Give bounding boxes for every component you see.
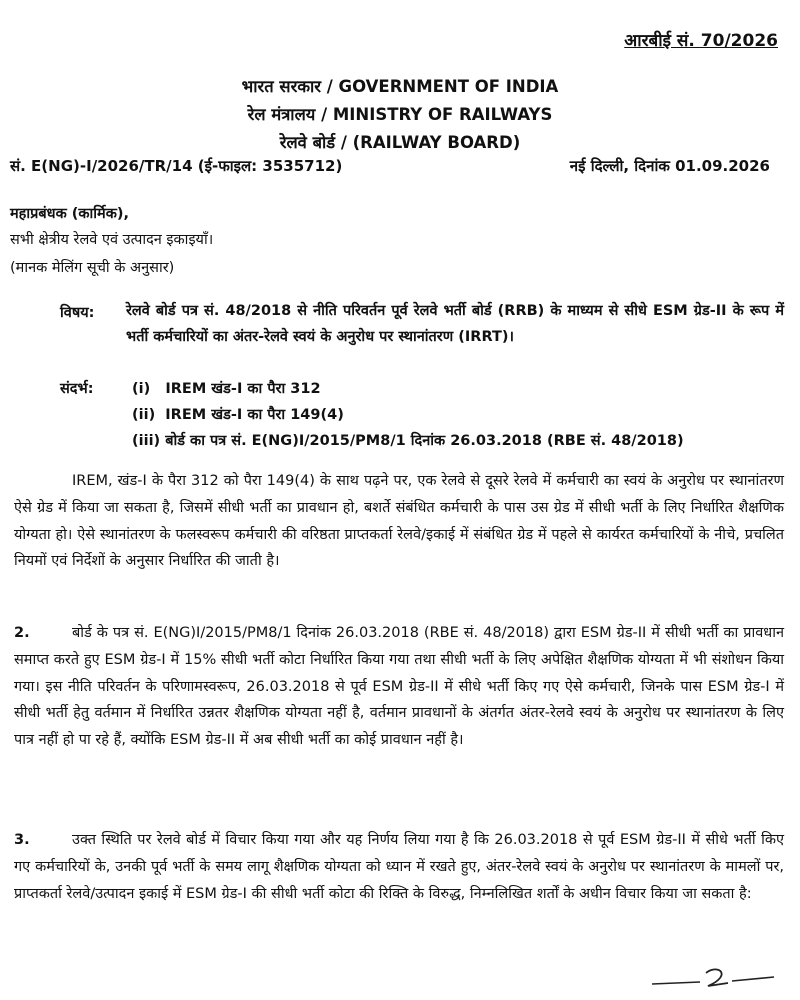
addressee-line-1: महाप्रबंधक (कार्मिक), <box>10 206 129 222</box>
references-label: संदर्भ: <box>60 381 94 397</box>
date-line: नई दिल्ली, दिनांक 01.09.2026 <box>569 157 770 175</box>
paragraph-3 <box>14 827 784 907</box>
paragraph-number: 2. <box>14 625 30 641</box>
reference-item: (ii) IREM खंड-I का पैरा 149(4) <box>132 407 344 423</box>
reference-item: (i) IREM खंड-I का पैरा 312 <box>132 381 321 397</box>
rbe-number: आरबीई सं. 70/2026 <box>624 31 778 51</box>
addressee-line-2: सभी क्षेत्रीय रेलवे एवं उत्पादन इकाइयाँ। <box>10 232 214 248</box>
paragraph-1-text: IREM, खंड-I के पैरा 312 को पैरा 149(4) के साथ पढ़ने पर, एक रेलवे से दूसरे रेलवे में कर्मचारी का स्वयं के अनुरोध पर स्थानांतरण ऐसे ग्रेड में किया जा सकता है, जिसमें सीधी भर्ती का प्रावधान हो, बशर्ते संबंधित कर्मचारी के पास उस ग्रेड में सीधी भर्ती के लिए निर्धारित शैक्षणिक योग्यता हो। ऐसे स्थानांतरण के फलस्वरूप कर्मचारी की वरिष्ठता प्राप्तकर्ता रेलवे/इकाई में संबंधित ग्रेड में पहले से कार्यरत कर्मचारियों के नीचे, प्रचलित नियमों एवं निर्देशों के अनुसार निर्धारित की जाती है। <box>14 473 784 570</box>
header-board: रेलवे बोर्ड / (RAILWAY BOARD) <box>279 133 521 152</box>
paragraph-1 <box>14 468 784 575</box>
paragraph-2-text: बोर्ड के पत्र सं. E(NG)I/2015/PM8/1 दिनांक 26.03.2018 (RBE सं. 48/2018) द्वारा ESM ग्रेड-II में सीधी भर्ती का प्रावधान समाप्त करते हुए ESM ग्रेड-I में 15% सीधी भर्ती कोटा निर्धारित किया गया तथा सीधी भर्ती के लिए अपेक्षित शैक्षणिक योग्यता में भी संशोधन किया गया। इस नीति परिवर्तन के परिणामस्वरूप, 26.03.2018 से पूर्व ESM ग्रेड-II में सीधे भर्ती किए गए ऐसे कर्मचारी, जिनके पास ESM ग्रेड-I में सीधी भर्ती हेतु वर्तमान में निर्धारित उन्नतर शैक्षणिक योग्यता नहीं है, वर्तमान प्रावधानों के अंतर्गत अंतर-रेलवे स्वयं के अनुरोध पर स्थानांतरण के लिए पात्र नहीं हो पा रहे हैं, क्योंकि ESM ग्रेड-II में अब सीधी भर्ती का कोई प्रावधान नहीं है। <box>14 625 784 749</box>
reference-item: (iii) बोर्ड का पत्र सं. E(NG)I/2015/PM8/1 दिनांक 26.03.2018 (RBE सं. 48/2018) <box>132 433 684 449</box>
addressee-line-3: (मानक मेलिंग सूची के अनुसार) <box>10 260 175 276</box>
paragraph-3-text: उक्त स्थिति पर रेलवे बोर्ड में विचार किया गया और यह निर्णय लिया गया है कि 26.03.2018 से पूर्व ESM ग्रेड-II में सीधे भर्ती किए गए कर्मचारियों के, उनकी पूर्व भर्ती के समय लागू शैक्षणिक योग्यता को ध्यान में रखते हुए, अंतर-रेलवे स्वयं के अनुरोध पर स्थानांतरण के मामलों पर, प्राप्तकर्ता रेलवे/उत्पादन इकाई में ESM ग्रेड-I की सीधी भर्ती कोटा की रिक्ति के विरुद्ध, निम्नलिखित शर्तों के अधीन विचार किया जा सकता है: <box>14 832 784 902</box>
paragraph-number: 3. <box>14 832 30 848</box>
paragraph-2 <box>14 620 784 754</box>
subject-label: विषय: <box>60 305 95 321</box>
handwritten-page-marker <box>648 964 778 994</box>
subject-text: रेलवे बोर्ड पत्र सं. 48/2018 से नीति परिवर्तन पूर्व रेलवे भर्ती बोर्ड (RRB) के माध्यम से सीधे ESM ग्रेड-II के रूप में भर्ती कर्मचारियों का अंतर-रेलवे स्वयं के अनुरोध पर स्थानांतरण (IRRT)। <box>126 303 784 345</box>
reference-number: सं. E(NG)-I/2026/TR/14 (ई-फाइल: 3535712) <box>10 157 343 175</box>
header-ministry: रेल मंत्रालय / MINISTRY OF RAILWAYS <box>247 105 553 124</box>
header-government: भारत सरकार / GOVERNMENT OF INDIA <box>241 77 559 96</box>
